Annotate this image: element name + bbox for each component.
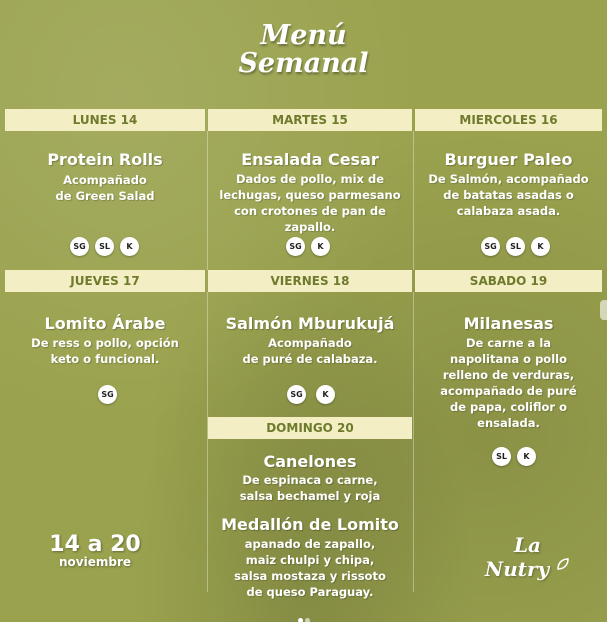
brand-logo: La Nutry <box>480 533 575 581</box>
dish-description: Acompañado de Green Salad <box>55 173 155 203</box>
badge-sl: SL <box>95 237 114 256</box>
badge-sg: SG <box>70 237 89 256</box>
column-divider <box>413 292 414 592</box>
title-line-2: Semanal <box>238 48 369 79</box>
date-range <box>30 532 160 569</box>
badge-k: K <box>311 237 330 256</box>
day-label-sabado: SABADO 19 <box>415 270 602 292</box>
dish-description: Acompañado de puré de calabaza. <box>242 336 378 366</box>
day-label-martes: MARTES 15 <box>208 109 412 131</box>
day-label-miercoles: MIERCOLES 16 <box>415 109 602 131</box>
badge-sl: SL <box>506 237 525 256</box>
day-label-domingo: DOMINGO 20 <box>208 417 412 439</box>
dish-title: Canelones <box>263 452 357 471</box>
next-slide-handle[interactable] <box>600 300 607 320</box>
date-range-days: 14 a 20 <box>49 532 141 557</box>
carousel-dot[interactable] <box>298 618 303 622</box>
dish-title: Burguer Paleo <box>444 150 573 169</box>
dish-title: Protein Rolls <box>47 150 163 169</box>
dish-title-2: Medallón de Lomito <box>221 515 399 534</box>
day-label-lunes: LUNES 14 <box>5 109 205 131</box>
day-label-viernes: VIERNES 18 <box>208 270 412 292</box>
dish-title: Ensalada Cesar <box>241 150 379 169</box>
title-line-1: Menú <box>260 20 347 51</box>
badge-k: K <box>517 447 536 466</box>
column-divider <box>413 131 414 270</box>
dish-description: De ress o pollo, opción keto o funcional. <box>31 336 179 366</box>
badge-k: K <box>531 237 550 256</box>
dish-description: De espinaca o carne, salsa bechamel y roja <box>239 473 381 503</box>
badge-sl: SL <box>492 447 511 466</box>
badge-sg: SG <box>481 237 500 256</box>
dish-title: Salmón Mburukujá <box>225 314 395 333</box>
carousel-dots[interactable] <box>297 608 311 622</box>
day-label-jueves: JUEVES 17 <box>5 270 205 292</box>
badge-k: K <box>120 237 139 256</box>
dish-description: De carne a la napolitana o pollo relleno de verduras, acompañado de puré de papa, coliflor o ensalada. <box>440 336 577 430</box>
badge-k: K <box>316 385 335 404</box>
dish-description: Dados de pollo, mix de lechugas, queso parmesano con crotones de pan de zapallo. <box>219 172 401 234</box>
badge-sg: SG <box>287 385 306 404</box>
dish-title: Milanesas <box>463 314 554 333</box>
carousel-dot[interactable] <box>305 618 310 622</box>
dish-description-2: apanado de zapallo, maiz chulpi y chipa, salsa mostaza y rissoto de queso Paraguay. <box>234 537 386 599</box>
badge-sg: SG <box>98 385 117 404</box>
leaf-icon <box>556 557 570 571</box>
dish-description: De Salmón, acompañado de batatas asadas o calabaza asada. <box>428 172 589 218</box>
dish-title: Lomito Árabe <box>44 314 166 333</box>
badge-sg: SG <box>286 237 305 256</box>
date-range-month: noviembre <box>58 555 131 569</box>
